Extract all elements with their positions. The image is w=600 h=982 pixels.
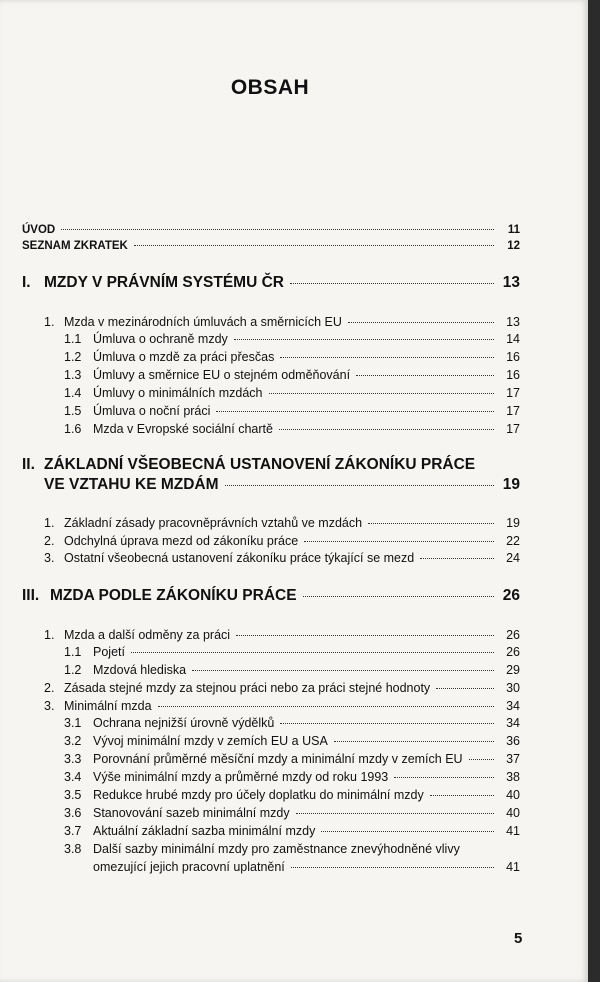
- toc-entry-uvod[interactable]: [22, 224, 520, 236]
- toc-entry[interactable]: [44, 516, 520, 530]
- toc-entry[interactable]: [64, 806, 520, 820]
- entry-text: Aktuální základní sazba minimální mzdy: [93, 824, 316, 838]
- leader-dots: [304, 541, 494, 542]
- page-title: OBSAH: [230, 76, 310, 99]
- toc-section-2[interactable]: [44, 476, 520, 494]
- entry-number: 3.8: [64, 842, 82, 856]
- leader-dots: [280, 357, 494, 358]
- entry-number: 2.: [44, 681, 55, 695]
- entry-page: 30: [506, 681, 520, 695]
- page-number: 5: [514, 930, 523, 947]
- toc-entry[interactable]: [64, 645, 520, 659]
- leader-dots: [291, 867, 494, 868]
- toc-entry[interactable]: [64, 770, 520, 784]
- entry-text: Další sazby minimální mzdy pro zaměstnance znevýhodněné vlivy: [93, 842, 460, 856]
- toc-entry[interactable]: [64, 386, 520, 400]
- toc-entry[interactable]: [44, 551, 520, 565]
- entry-text: Mzda v Evropské sociální chartě: [93, 422, 273, 436]
- leader-dots: [225, 485, 494, 486]
- toc-entry-text: SEZNAM ZKRATEK: [22, 240, 128, 252]
- entry-number: 1.2: [64, 350, 82, 364]
- toc-entry[interactable]: [44, 628, 520, 642]
- toc-entry[interactable]: [44, 699, 520, 713]
- entry-number: 3.1: [64, 716, 82, 730]
- section-number: I.: [22, 274, 31, 291]
- section-page: 13: [502, 274, 520, 291]
- entry-number: 1.2: [64, 663, 82, 677]
- entry-page: 14: [506, 332, 520, 346]
- entry-text: Zásada stejné mzdy za stejnou práci nebo za práci stejné hodnoty: [64, 681, 431, 695]
- leader-dots: [131, 652, 494, 653]
- toc-entry[interactable]: [64, 350, 520, 364]
- entry-text: Úmluva o noční práci: [93, 404, 211, 418]
- entry-page: 40: [506, 806, 520, 820]
- entry-number: 1.1: [64, 645, 82, 659]
- leader-dots: [430, 795, 494, 796]
- entry-number: 3.: [44, 699, 55, 713]
- leader-dots: [356, 375, 494, 376]
- toc-entry[interactable]: [64, 824, 520, 838]
- entry-text: Minimální mzda: [64, 699, 152, 713]
- leader-dots: [290, 283, 494, 284]
- entry-text: Redukce hrubé mzdy pro účely doplatku do minimální mzdy: [93, 788, 424, 802]
- entry-page: 34: [506, 716, 520, 730]
- entry-number: 1.1: [64, 332, 82, 346]
- section-number: II.: [22, 456, 35, 473]
- entry-page: 26: [506, 628, 520, 642]
- leader-dots: [216, 411, 494, 412]
- entry-number: 3.4: [64, 770, 82, 784]
- entry-text: Mzdová hlediska: [93, 663, 187, 677]
- toc-entry[interactable]: [64, 842, 520, 856]
- toc-entry[interactable]: [44, 681, 520, 695]
- entry-page: 13: [506, 315, 520, 329]
- entry-number: 3.6: [64, 806, 82, 820]
- entry-page: 41: [506, 860, 520, 874]
- toc-entry[interactable]: [64, 716, 520, 730]
- toc-section-2-line1[interactable]: [22, 456, 475, 474]
- section-title: MZDA PODLE ZÁKONÍKU PRÁCE: [50, 587, 297, 604]
- entry-page: 40: [506, 788, 520, 802]
- toc-entry[interactable]: [44, 534, 520, 548]
- entry-page: 16: [506, 350, 520, 364]
- leader-dots: [348, 322, 494, 323]
- leader-dots: [61, 229, 494, 230]
- entry-page: 34: [506, 699, 520, 713]
- entry-text: Ochrana nejnižší úrovně výdělků: [93, 716, 275, 730]
- entry-text: Ostatní všeobecná ustanovení zákoníku práce týkající se mezd: [64, 551, 415, 565]
- entry-page: 37: [506, 752, 520, 766]
- leader-dots: [234, 339, 494, 340]
- entry-number: 3.7: [64, 824, 82, 838]
- entry-text: Úmluva o mzdě za práci přesčas: [93, 350, 275, 364]
- toc-entry[interactable]: [64, 734, 520, 748]
- toc-section-1[interactable]: [22, 274, 520, 292]
- entry-number: 1.6: [64, 422, 82, 436]
- entry-page: 17: [506, 386, 520, 400]
- toc-entry[interactable]: [44, 315, 520, 329]
- entry-text: Stanovování sazeb minimální mzdy: [93, 806, 290, 820]
- leader-dots: [279, 429, 494, 430]
- entry-page: 19: [506, 516, 520, 530]
- toc-entry[interactable]: [64, 752, 520, 766]
- entry-page: 29: [506, 663, 520, 677]
- leader-dots: [192, 670, 494, 671]
- entry-text: Odchylná úprava mezd od zákoníku práce: [64, 534, 299, 548]
- entry-page: 36: [506, 734, 520, 748]
- entry-text: Úmluvy a směrnice EU o stejném odměňování: [93, 368, 351, 382]
- leader-dots: [280, 723, 494, 724]
- entry-number: 3.3: [64, 752, 82, 766]
- entry-page: 17: [506, 422, 520, 436]
- leader-dots: [420, 558, 494, 559]
- entry-text: Výše minimální mzdy a průměrné mzdy od roku 1993: [93, 770, 389, 784]
- entry-text: Mzda v mezinárodních úmluvách a směrnicích EU: [64, 315, 342, 329]
- entry-number: 1.: [44, 628, 55, 642]
- leader-dots: [303, 596, 494, 597]
- entry-page: 17: [506, 404, 520, 418]
- leader-dots: [469, 759, 494, 760]
- toc-entry[interactable]: [64, 404, 520, 418]
- leader-dots: [334, 741, 494, 742]
- section-number: III.: [22, 587, 40, 604]
- entry-page: 24: [506, 551, 520, 565]
- entry-number: 1.5: [64, 404, 82, 418]
- toc-entry[interactable]: [64, 663, 520, 677]
- entry-number: 1.: [44, 516, 55, 530]
- leader-dots: [158, 706, 494, 707]
- toc-entry-page: 11: [507, 224, 520, 236]
- entry-text: Pojetí: [93, 645, 125, 659]
- entry-text: Úmluva o ochraně mzdy: [93, 332, 228, 346]
- entry-number: 2.: [44, 534, 55, 548]
- leader-dots: [296, 813, 494, 814]
- entry-text: Vývoj minimální mzdy v zemích EU a USA: [93, 734, 328, 748]
- toc-section-3[interactable]: [22, 587, 520, 605]
- entry-number: 3.2: [64, 734, 82, 748]
- entry-number: 3.5: [64, 788, 82, 802]
- entry-number: 3.: [44, 551, 55, 565]
- entry-page: 38: [506, 770, 520, 784]
- toc-entry-page: 12: [507, 240, 520, 252]
- entry-page: 22: [506, 534, 520, 548]
- entry-number: 1.4: [64, 386, 82, 400]
- section-page: 26: [502, 587, 520, 604]
- entry-text: Mzda a další odměny za práci: [64, 628, 231, 642]
- entry-text: Porovnání průměrné měsíční mzdy a minimální mzdy v zemích EU: [93, 752, 463, 766]
- toc-entry[interactable]: [64, 788, 520, 802]
- leader-dots: [321, 831, 494, 832]
- toc-entry-continuation[interactable]: [93, 860, 520, 874]
- entry-number: 1.3: [64, 368, 82, 382]
- leader-dots: [134, 245, 494, 246]
- entry-page: 16: [506, 368, 520, 382]
- section-page: 19: [502, 476, 520, 493]
- section-title: MZDY V PRÁVNÍM SYSTÉMU ČR: [44, 274, 284, 291]
- leader-dots: [394, 777, 494, 778]
- section-title: ZÁKLADNÍ VŠEOBECNÁ USTANOVENÍ ZÁKONÍKU PRÁCE: [44, 456, 476, 473]
- entry-text: Úmluvy o minimálních mzdách: [93, 386, 263, 400]
- toc-entry[interactable]: [64, 368, 520, 382]
- entry-page: 41: [506, 824, 520, 838]
- toc-entry-seznam-zkratek[interactable]: [22, 240, 520, 252]
- entry-text: omezující jejich pracovní uplatnění: [93, 860, 285, 874]
- section-title-line2: VE VZTAHU KE MZDÁM: [44, 476, 219, 493]
- entry-page: 26: [506, 645, 520, 659]
- toc-entry-text: ÚVOD: [22, 224, 56, 236]
- toc-entry[interactable]: [64, 422, 520, 436]
- leader-dots: [236, 635, 494, 636]
- entry-number: 1.: [44, 315, 55, 329]
- leader-dots: [368, 523, 494, 524]
- leader-dots: [436, 688, 494, 689]
- entry-text: Základní zásady pracovněprávních vztahů ve mzdách: [64, 516, 363, 530]
- leader-dots: [269, 393, 495, 394]
- toc-entry[interactable]: [64, 332, 520, 346]
